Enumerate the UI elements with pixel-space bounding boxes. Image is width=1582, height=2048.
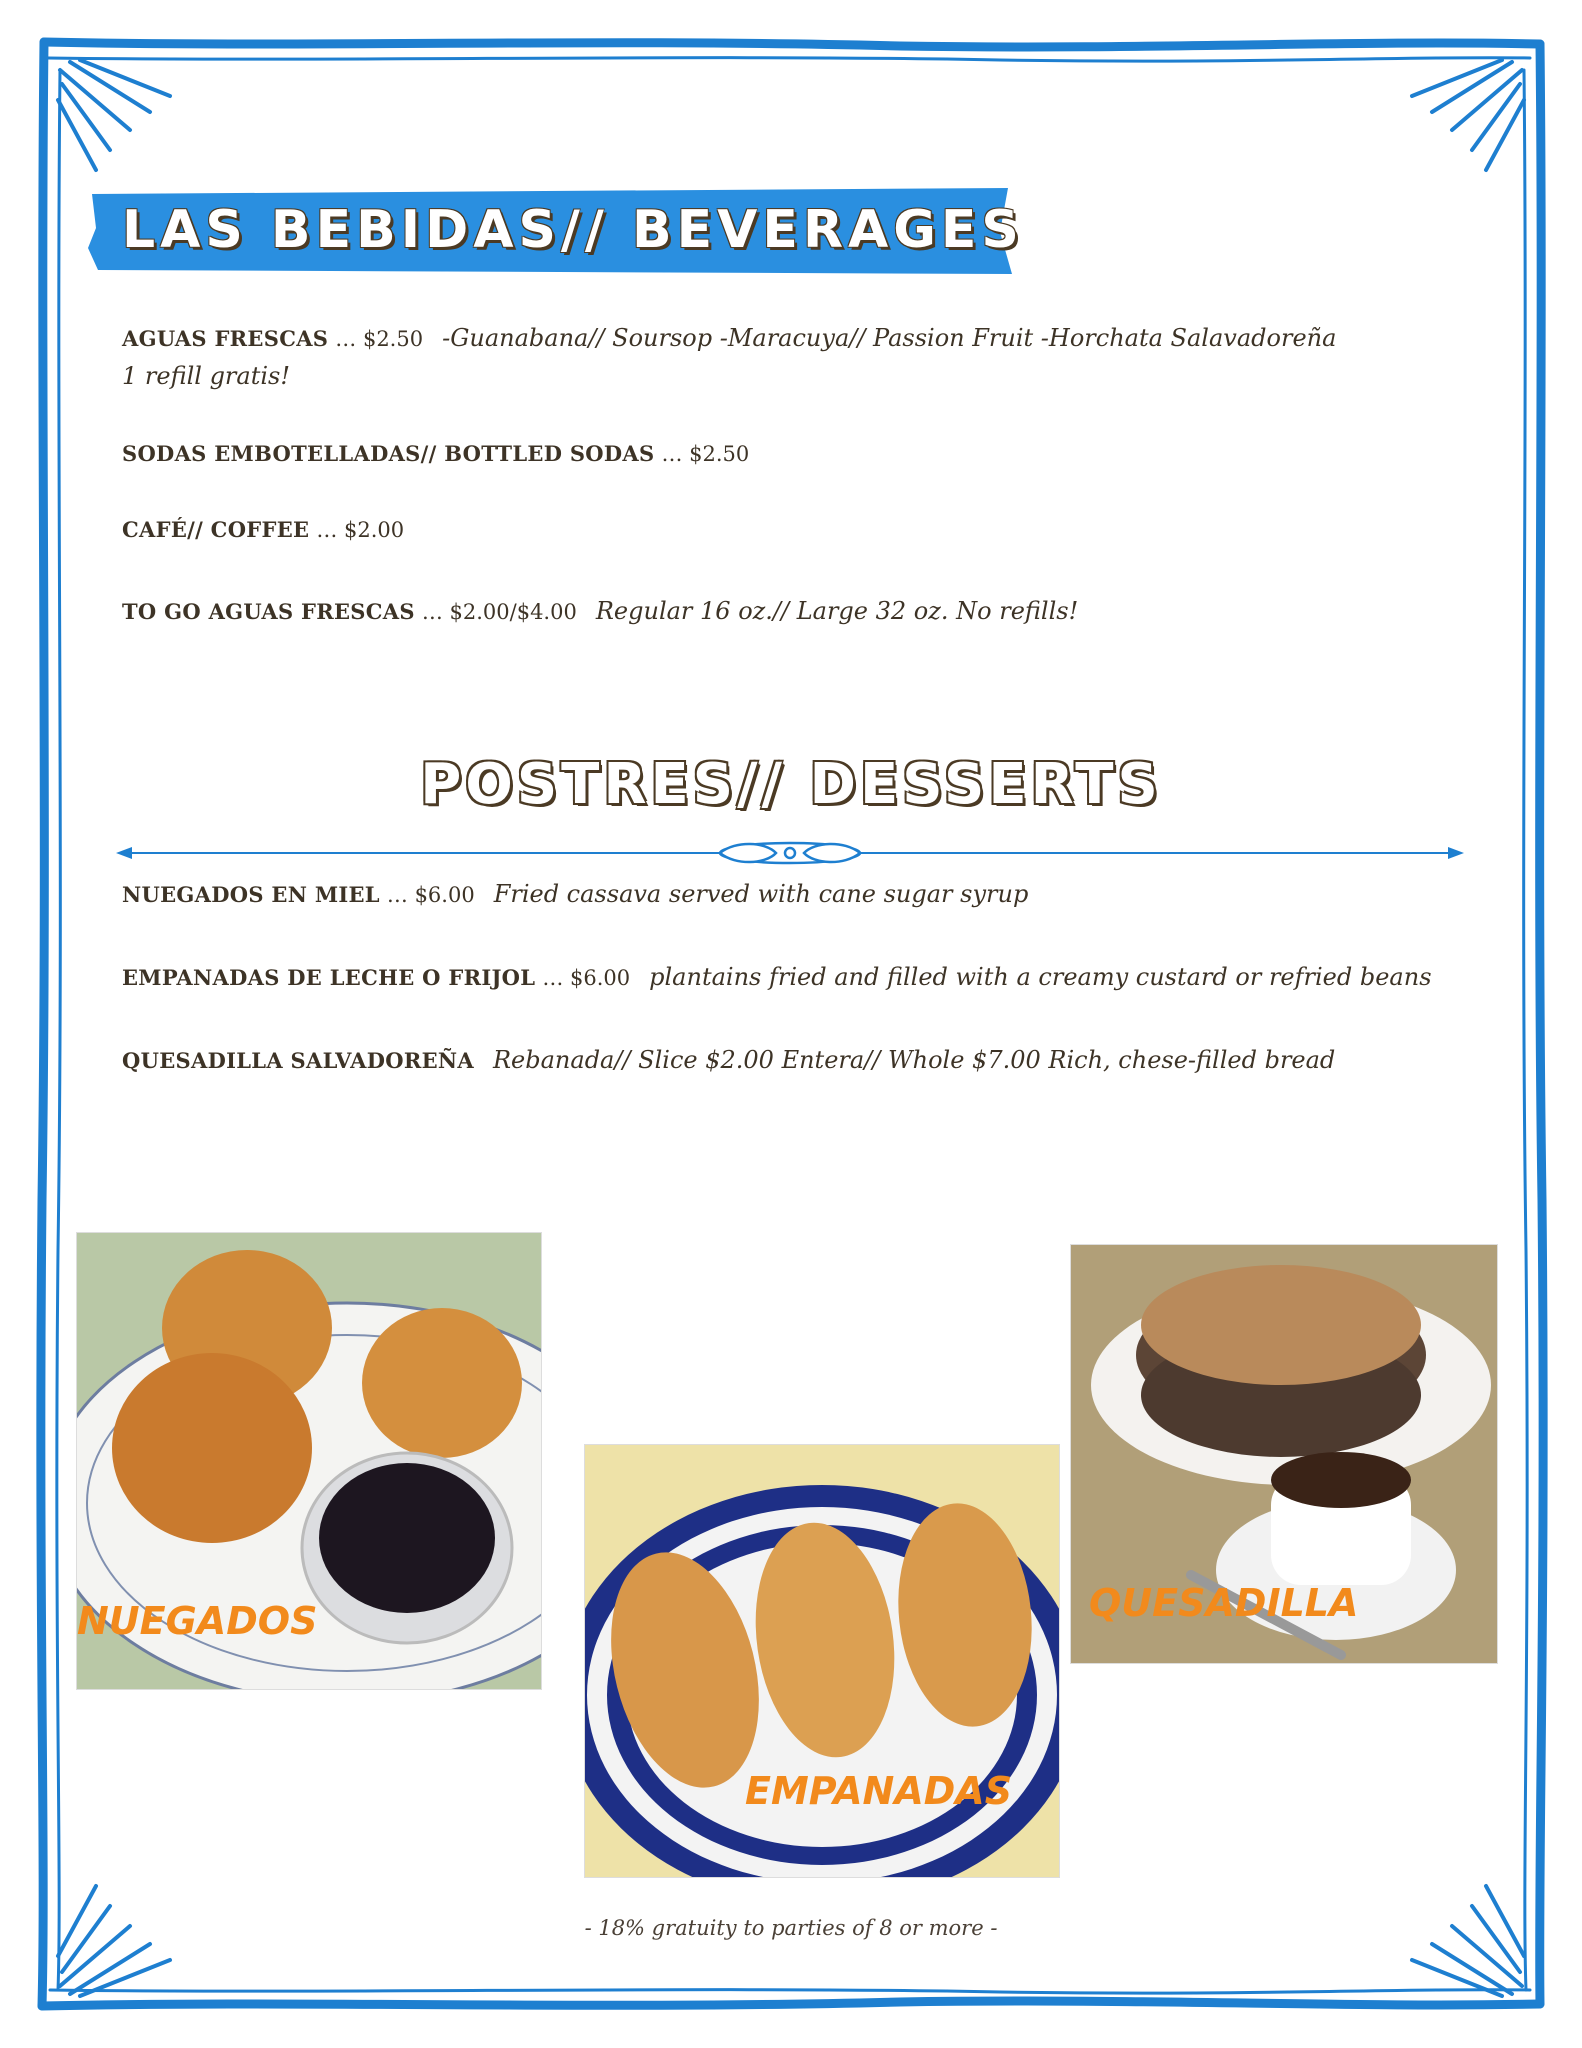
- menu-item-nuegados: [122, 880, 1028, 908]
- beverages-title: LAS BEBIDAS// BEVERAGES: [122, 200, 1024, 260]
- menu-item-bottled-sodas: [122, 441, 749, 467]
- item-price: … $6.00: [386, 883, 475, 907]
- empanadas-photo: [584, 1444, 1060, 1878]
- quesadilla-label: QUESADILLA: [1089, 1581, 1359, 1625]
- menu-item-empanadas: [122, 963, 1432, 991]
- menu-item-aguas-frescas: [122, 324, 1336, 352]
- item-price: … $2.50: [335, 327, 424, 351]
- item-price: … $6.00: [542, 966, 631, 990]
- refill-note: 1 refill gratis!: [122, 362, 290, 390]
- menu-item-to-go-aguas: [122, 597, 1078, 625]
- item-name: EMPANADAS DE LECHE O FRIJOL: [122, 965, 536, 990]
- item-description: Rebanada// Slice $2.00 Entera// Whole $7.00 Rich, chese-filled bread: [492, 1046, 1336, 1074]
- item-name: SODAS EMBOTELLADAS// BOTTLED SODAS: [122, 441, 655, 466]
- ornamental-divider: [116, 838, 1464, 868]
- item-name: TO GO AGUAS FRESCAS: [122, 599, 415, 624]
- item-description: Regular 16 oz.// Large 32 oz. No refills!: [595, 597, 1079, 625]
- desserts-title: POSTRES// DESSERTS: [420, 752, 1162, 817]
- item-description: plantains fried and filled with a creamy custard or refried beans: [649, 963, 1432, 991]
- nuegados-label: NUEGADOS: [77, 1599, 318, 1643]
- item-price: … $2.00/$4.00: [421, 600, 577, 624]
- item-name: QUESADILLA SALVADOREÑA: [122, 1048, 474, 1073]
- nuegados-photo: [76, 1232, 542, 1690]
- item-price: … $2.50: [661, 442, 750, 466]
- item-name: AGUAS FRESCAS: [122, 326, 329, 351]
- menu-item-quesadilla: [122, 1046, 1335, 1074]
- item-name: CAFÉ// COFFEE: [122, 517, 310, 542]
- item-price: … $2.00: [316, 518, 405, 542]
- item-description: Fried cassava served with cane sugar syrup: [493, 880, 1029, 908]
- item-description: -Guanabana// Soursop -Maracuya// Passion Fruit -Horchata Salavadoreña: [442, 324, 1337, 352]
- quesadilla-photo: [1070, 1244, 1498, 1664]
- gratuity-note: - 18% gratuity to parties of 8 or more -: [584, 1916, 998, 1940]
- item-name: NUEGADOS EN MIEL: [122, 882, 380, 907]
- menu-item-coffee: [122, 517, 404, 543]
- empanadas-label: EMPANADAS: [745, 1769, 1013, 1813]
